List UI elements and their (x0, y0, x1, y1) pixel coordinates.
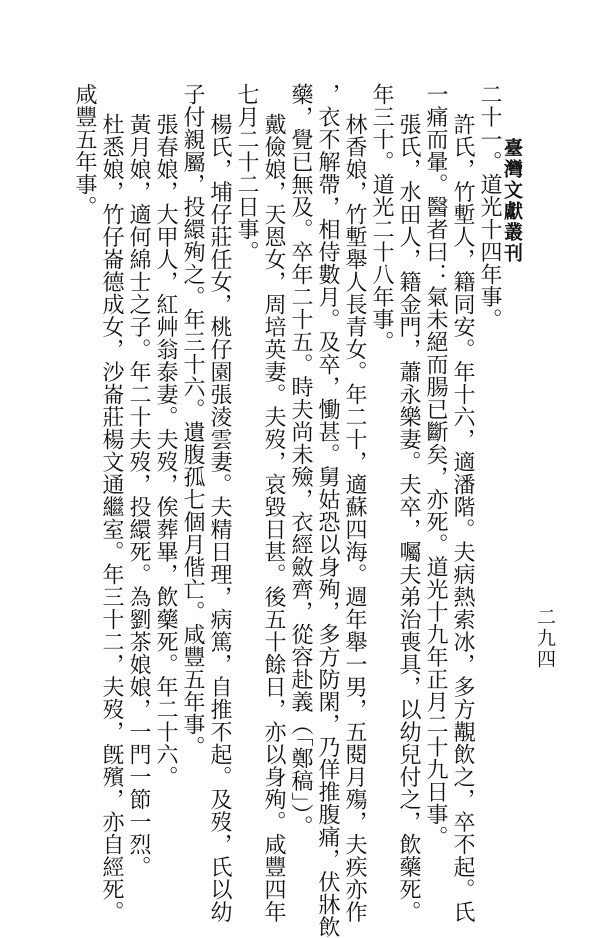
text-column-3: 一痛而暈。醫者曰：氣未絕而腸已斷矣，亦死。道光十九年正月二十九日事。 (423, 83, 448, 848)
text-column-13: 張春娘，大甲人，紅艸翁泰妻。夫歿，俟葬畢，飲藥死。年二十六。 (153, 113, 178, 788)
text-column-4: 張氏，水田人，籍金門，蕭永樂妻。夫卒，囑夫弟治喪具，以幼兒付之，飲藥死。 (396, 113, 421, 923)
text-column-15: 杜悉娘，竹仔崙德成女，沙崙莊楊文通繼室。年三十二，夫歿，旣殯，亦自經死。 (99, 113, 124, 923)
journal-title: 臺灣文獻叢刊 (501, 138, 523, 264)
text-column-16: 咸豐五年事。 (72, 83, 97, 218)
text-column-7: ，衣不解帶，相侍數月。及卒，慟甚。舅姑恐以身殉，多方防閑，乃佯推腹痛，伏牀飲 (315, 83, 340, 938)
text-column-11: 楊氏，埔仔莊任女，桃仔園張淩雲妻。夫精日理，病篤，自推不起。及歿，氏以幼 (207, 113, 232, 923)
page-number: 二九四 (534, 607, 556, 670)
text-column-9: 戴儉娘，天恩女，周培英妻。夫歿，哀毀日甚。後五十餘日，亦以身殉。咸豐四年 (261, 113, 286, 923)
text-column-10: 七月二十二日事。 (234, 83, 259, 263)
text-column-1: 二十一。道光十四年事。 (477, 83, 502, 331)
text-column-14: 黃月娘，適何綿士之子。年二十夫歿，投繯死。為劉茶娘娘，一門一節一烈。 (126, 113, 151, 878)
text-column-12: 子付親屬，投繯殉之。年三十六。遺腹孤七個月偕亡。咸豐五年事。 (180, 83, 205, 758)
text-column-2: 許氏，竹塹人，籍同安。年十六，適潘階。夫病熱索冰，多方覯飲之，卒不起。氏 (450, 113, 475, 923)
text-column-8: 藥，覺已無及。卒年二十五。時夫尚未殮，衣經斂齊，從容赴義（「鄭稿」）。 (288, 83, 313, 838)
text-column-6: 林香娘，竹塹舉人長青女。年二十，適蘇四海。週年舉一男，五閱月殤，夫疾亦作 (342, 113, 367, 923)
text-column-5: 年三十。道光二十八年事。 (369, 83, 394, 353)
